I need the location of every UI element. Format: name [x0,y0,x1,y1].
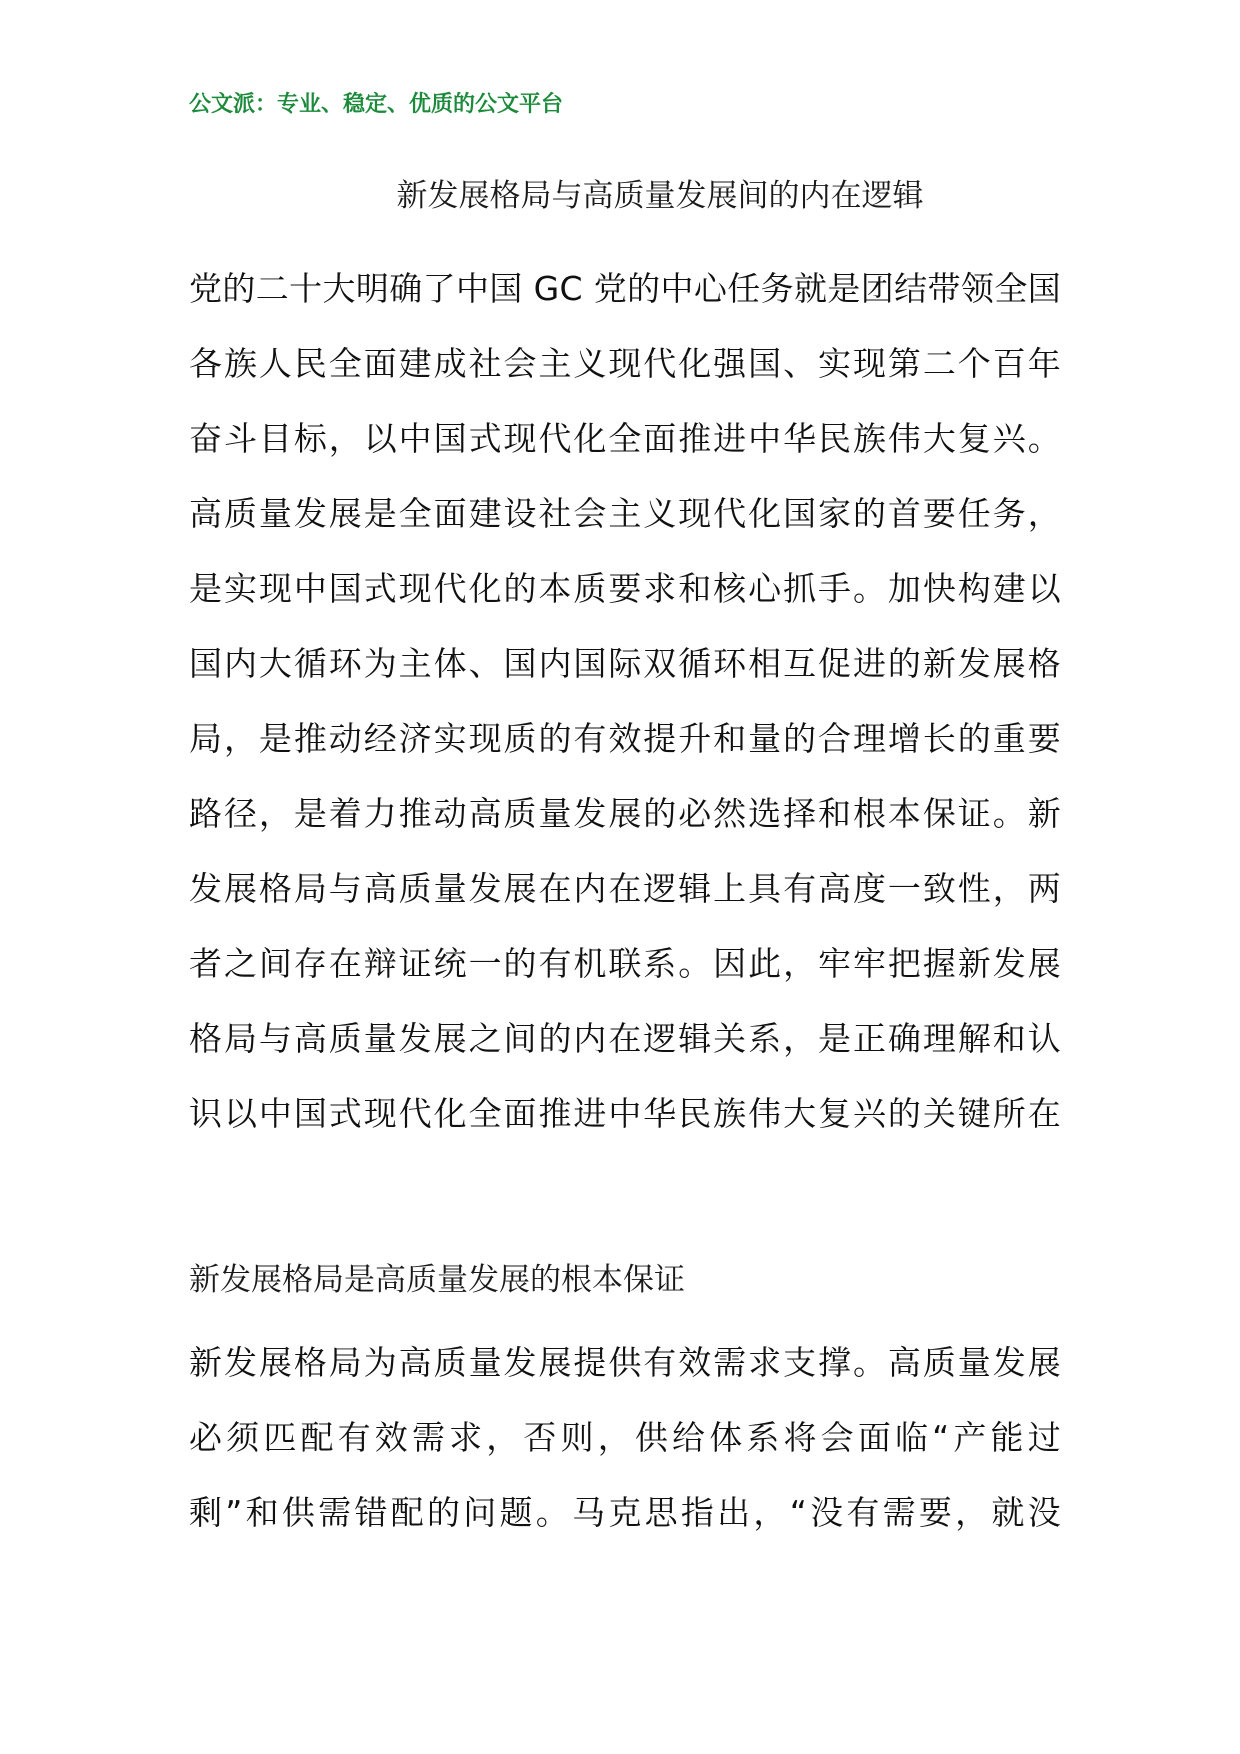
paragraph-line: 高质量发展是全面建设社会主义现代化国家的首要任务， [189,494,1061,533]
paragraph-line: 者之间存在辩证统一的有机联系。因此，牢牢把握新发展 [189,944,1061,983]
section-paragraph [189,1325,1061,1550]
paragraph-line: 各族人民全面建成社会主义现代化强国、实现第二个百年 [189,344,1061,383]
paragraph-line: 剩”和供需错配的问题。马克思指出，“没有需要，就没 [189,1493,1061,1532]
section-heading: 新发展格局是高质量发展的根本保证 [189,1262,685,1298]
intro-paragraph [189,251,1061,1151]
header-banner: 公文派：专业、稳定、优质的公文平台 [189,91,564,117]
paragraph-line: 奋斗目标，以中国式现代化全面推进中华民族伟大复兴。 [189,419,1061,458]
paragraph-line: 格局与高质量发展之间的内在逻辑关系，是正确理解和认 [189,1019,1061,1058]
paragraph-line: 路径，是着力推动高质量发展的必然选择和根本保证。新 [189,794,1061,833]
paragraph-line: 国内大循环为主体、国内国际双循环相互促进的新发展格 [189,644,1061,683]
paragraph-line: 识以中国式现代化全面推进中华民族伟大复兴的关键所在 [189,1094,1061,1133]
document-title: 新发展格局与高质量发展间的内在逻辑 [396,178,924,214]
paragraph-line: 党的二十大明确了中国 GC 党的中心任务就是团结带领全国 [189,269,1061,308]
paragraph-line: 局，是推动经济实现质的有效提升和量的合理增长的重要 [189,719,1061,758]
paragraph-line: 新发展格局为高质量发展提供有效需求支撑。高质量发展 [189,1343,1061,1382]
paragraph-line: 发展格局与高质量发展在内在逻辑上具有高度一致性，两 [189,869,1061,908]
paragraph-line: 是实现中国式现代化的本质要求和核心抓手。加快构建以 [189,569,1061,608]
paragraph-line: 必须匹配有效需求，否则，供给体系将会面临“产能过 [189,1418,1061,1457]
